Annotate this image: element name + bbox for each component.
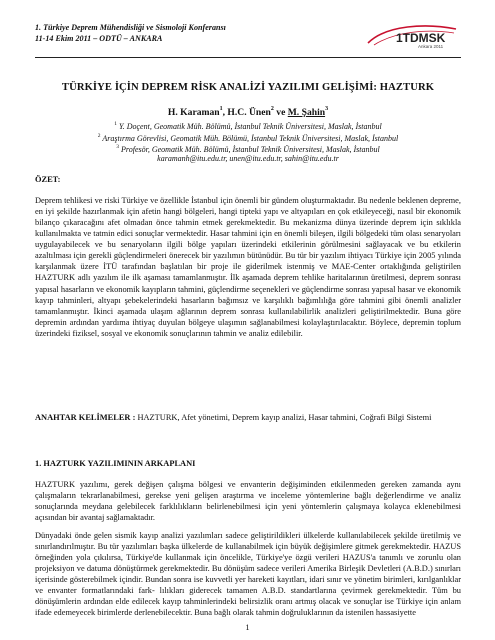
section-heading: 1. HAZTURK YAZILIMININ ARKAPLANI [35, 459, 196, 468]
keywords [35, 412, 461, 423]
affiliation: $^2$ Araştırma Görevlisi, Geomatik Müh. Bölümü, İstanbul Teknik Üniversitesi, Maslak, İstanbul [97, 132, 399, 143]
header-rule [35, 57, 461, 58]
author-name: M. Şahin [287, 107, 326, 118]
section-paragraph: Dünyadaki önde gelen sismik kayıp analizi yazılımları sadece geliştirildikleri ülkelerde kullanılabilecek şekilde üretilmiş ve sınırlandırılmıştır. Bu tür yazılımları başka ülkelerde de kullanabilmek için büyük değişimlere gitmek gerekmektedir. HAZUS örneğinden yola çıkılırsa, Türkiye'de kullanmak için öncelikle, Türkiye'ye özgü verileri HAZUS'a tanımlı ve zorunlu olan projeksiyon ve datuma dönüştürmek gerekmektedir. Bu dönüşüm sadece verileri Amerika Birleşik Devletleri (A.B.D.) sınırları içerisinde gösterebilmek içindir. Bundan sonra ise kuvvetli yer hareketi kayıtları, idari sınır ve yönetim birimleri, kırılganlıklar ve envanter formatlarındaki fark- lılıkları giderecek tamamen A.B.D. standartlarına çevirmek gerekmektedir. Tüm bu dönüşümlerin ardından elde edilecek kayıp tahminlerindeki belirsizlik oranı artmış olacak ve sonuçlar ise Türkiye için anlam ifade edemeyecek birimlerde derlenebilecektir. Buna bağlı olarak tahmin doğruluklarının da istenilen hassasiyette [35, 531, 461, 618]
abstract-text: Deprem tehlikesi ve riski Türkiye ve özellikle İstanbul için önemli bir gündem oluşturmaktadır. Bu nedenle beklenen depreme, en iyi şekilde hazırlanmak için afetin hangi bölgeleri, hangi tipteki yapı ve altyapıları en çok etkileyeceği, nasıl bir ekonomik bilanço çıkaracağını afet olmadan önce tahmin etmek gerekmektedir. Bu mekanizma dünya üzerinde deprem için sıklıkla kullanılmakta ve tatmin edici sonuçlar vermektedir. Hasar tahmini için en önemli bileşen, ilgili bölgedeki tüm olası senaryoları uygulayabilecek ve bu senaryoların ilgili bölge yapıları üzerindeki etkilerinin görülmesini sağlayacak ve bu etkilerin azaltılması için gerekli güçlendirmeleri önerecek bir yazılımın bütünüdür. Bu tür bir yazılım ihtiyacı Türkiye için 2005 yılında karşılanmak üzere İTÜ tarafından başlatılan bir proje ile giderilmek istenmiş ve MAE-Center ortaklığında geliştirilen HAZTURK adlı yazılım ile ilk aşaması tamamlanmıştır. İlk aşamada deprem tehlike haritalarının üretilmesi, deprem sonrası yapısal hasarların ve ekonomik kayıpların tahmini, güçlendirme seçenekleri ve güçlendirme sonrası yapısal hasar ve ekonomik kayıp tahminleri, altyapı şebekelerindeki hasarların bağımsız ve karşılıklı bağımlılığa göre tahmini gibi önemli analizler tamamlanmıştır. İkinci aşamada ulaşım ağlarının deprem sonrası kullanılabilirlik analizleri geliştirilmektedir. Buna göre depremin ardından yardıma ihtiyaç duyulan bölgeye ulaşımın sağlanabilmesi kolaylaştırılacaktır. Böylece, depremin toplum üzerindeki fiziksel, sosyal ve ekonomik sonuçlarının tahmin ve analiz edilebilir. [35, 196, 461, 338]
logo-text: 1TDMSK [396, 31, 446, 45]
section-paragraph: HAZTURK yazılımı, gerek değişen çalışma bölgesi ve envanterin değişiminden etkilenmeden gereken zamanda aynı çalışmaların tekrarlanabilmesi, gerekse yeni gelişen araştırma ve inceleme yöntemlerine bağlı değerlendirme ve analiz sonuçlarında meydana gelebilecek farklılıkların belirlenebilmesi için yeni yöntemlerin çalışmaya kolayca eklenebilmesi açısından bir avantaj sağlamaktadır. [35, 480, 461, 523]
logo-subtext: Ankara 2011 [418, 44, 444, 49]
conference-logo [366, 21, 459, 49]
conference-name: 1. Türkiye Deprem Mühendisliği ve Sismoloji Konferansı [35, 23, 226, 32]
author-name: H. Karaman [167, 107, 220, 118]
conference-date-venue: 11-14 Ekim 2011 – ODTÜ – ANKARA [35, 34, 163, 43]
abstract-label: ÖZET: [35, 175, 61, 184]
conference-header [35, 22, 226, 44]
author-line: H. Karaman$^1$, H.C. Ünen$^2$ ve M. Şahin$^3$ [167, 106, 329, 118]
author-name: H.C. Ünen [227, 107, 271, 118]
affiliation: $^3$ Profesör, Geomatik Müh. Bölümü, İstanbul Teknik Üniversitesi, Maslak, İstanbul [116, 144, 380, 154]
paper-title: TÜRKİYE İÇİN DEPREM RİSK ANALİZİ YAZILIMI GELİŞİMİ: HAZTURK [61, 82, 435, 93]
page-number: 1 [245, 623, 250, 632]
keywords-label: ANAHTAR KELİMELER : [35, 413, 136, 422]
author-connector: ve [276, 107, 286, 118]
keywords-text: HAZTURK, Afet yönetimi, Deprem kayıp analizi, Hasar tahmini, Coğrafi Bilgi Sistemi [137, 413, 432, 422]
affiliation: $^1$ Y. Doçent, Geomatik Müh. Bölümü, İstanbul Teknik Üniversitesi, Maslak, İstanbul [114, 121, 382, 131]
author-emails: karamanh@itu.edu.tr, unen@itu.edu.tr, sahin@itu.edu.tr [157, 153, 339, 163]
